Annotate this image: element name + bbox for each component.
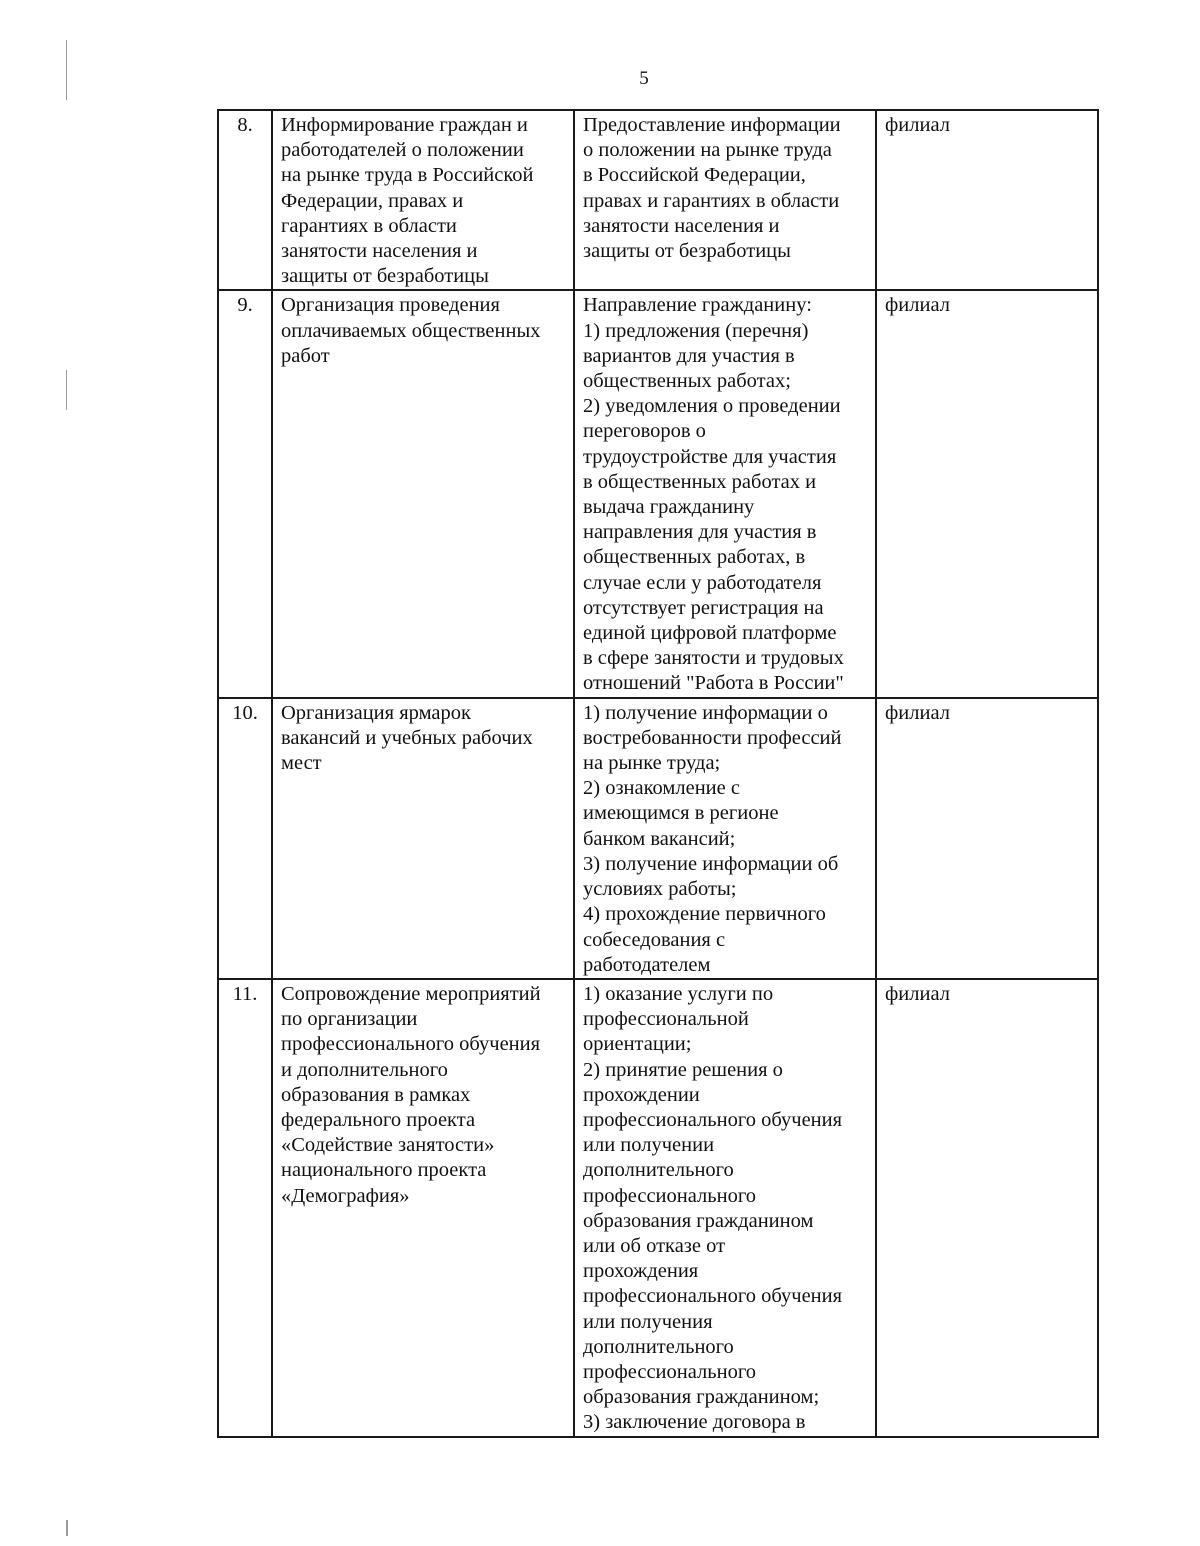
- row-number: 10.: [218, 698, 272, 979]
- scan-artifact-left-mid: [66, 370, 67, 410]
- service-result: 1) оказание услуги по профессиональной ориентации; 2) принятие решения о прохождении профессионального обучения или получении дополнительного профессионального образования гражданином или об отказе от прохождения профессионального обучения или получения дополнительного профессионального образования гражданином; 3) заключение договора в: [574, 979, 876, 1437]
- scan-artifact-left-bottom: [66, 1520, 68, 1536]
- service-name: Сопровождение мероприятий по организации профессионального обучения и дополнительного образования в рамках федерального проекта «Содействие занятости» национального проекта «Демография»: [272, 979, 574, 1437]
- row-number: 9.: [218, 290, 272, 697]
- row-number: 11.: [218, 979, 272, 1437]
- row-number: 8.: [218, 110, 272, 290]
- service-executor: филиал: [876, 698, 1098, 979]
- scan-artifact-left-top: [66, 40, 67, 100]
- service-name: Информирование граждан и работодателей о положении на рынке труда в Российской Федерации, правах и гарантиях в области занятости населения и защиты от безработицы: [272, 110, 574, 290]
- table-row: [218, 110, 1098, 290]
- service-result: Предоставление информации о положении на рынке труда в Российской Федерации, правах и гарантиях в области занятости населения и защиты от безработицы: [574, 110, 876, 290]
- table-row: [218, 698, 1098, 979]
- service-executor: филиал: [876, 979, 1098, 1437]
- service-executor: филиал: [876, 290, 1098, 697]
- table-row: [218, 979, 1098, 1437]
- page-number: 5: [639, 68, 649, 89]
- service-executor: филиал: [876, 110, 1098, 290]
- service-result: Направление гражданину: 1) предложения (перечня) вариантов для участия в общественных работах; 2) уведомления о проведении переговоров о трудоустройстве для участия в общественных работах и выдача гражданину направления для участия в общественных работах, в случае если у работодателя отсутствует регистрация на единой цифровой платформе в сфере занятости и трудовых отношений "Работа в России": [574, 290, 876, 697]
- services-table: [217, 109, 1099, 1438]
- service-result: 1) получение информации о востребованности профессий на рынке труда; 2) ознакомление с имеющимся в регионе банком вакансий; 3) получение информации об условиях работы; 4) прохождение первичного собеседования с работодателем: [574, 698, 876, 979]
- service-name: Организация проведения оплачиваемых общественных работ: [272, 290, 574, 697]
- table-row: [218, 290, 1098, 697]
- service-name: Организация ярмарок вакансий и учебных рабочих мест: [272, 698, 574, 979]
